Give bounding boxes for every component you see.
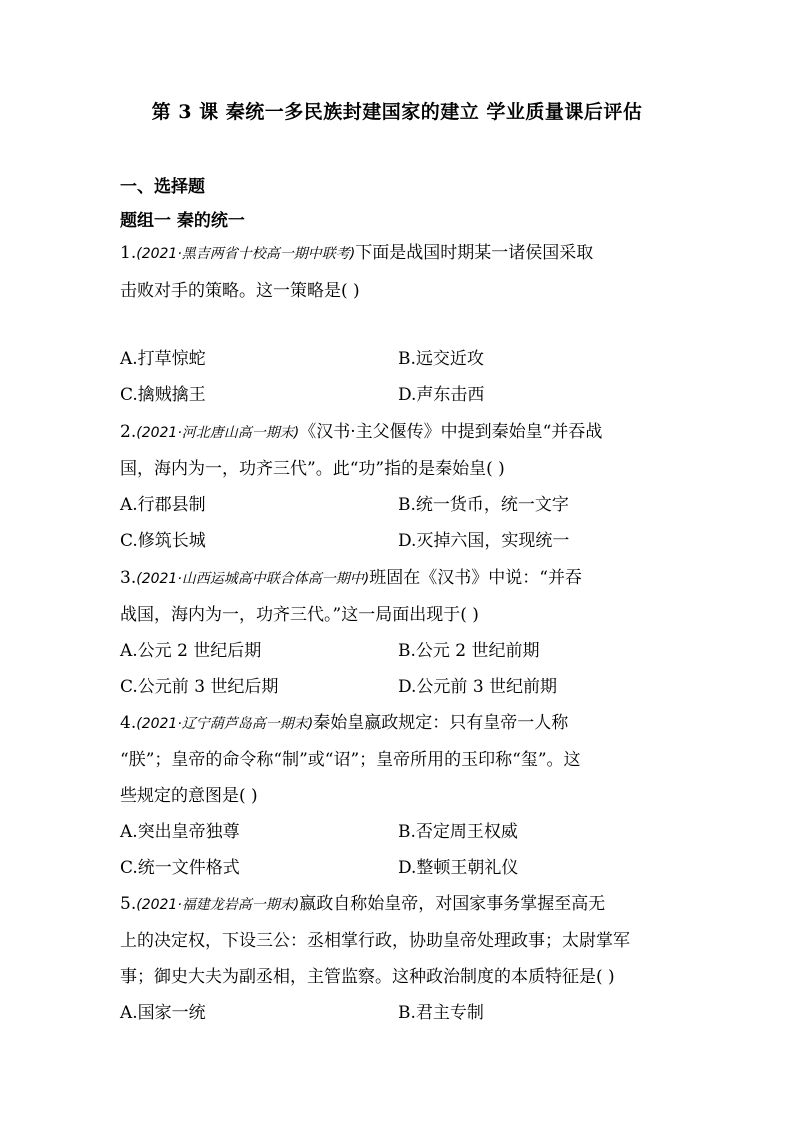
question-4-line-1 [120,713,680,734]
question-5-text: 嬴政自称始皇帝，对国家事务掌握至高无 [299,894,606,914]
question-3-number: 3. [120,568,137,588]
question-5-option-a: A.国家一统 [120,1003,206,1023]
question-3-line-2: 战国，海内为一，功齐三代。”这一局面出现于( ) [120,605,479,625]
question-3-text: 班固在《汉书》中说：“并吞 [369,568,582,588]
question-3-option-c: C.公元前 3 世纪后期 [120,677,279,697]
question-4-option-c: C.统一文件格式 [120,858,240,878]
question-4-option-d: D.整顿王朝礼仪 [398,858,519,878]
question-4-line-2: “朕”；皇帝的命令称“制”或“诏”；皇帝所用的玉印称“玺”。这 [120,750,581,770]
question-4-line-3: 些规定的意图是( ) [120,786,258,806]
question-5-number: 5. [120,894,137,914]
question-3-option-d: D.公元前 3 世纪前期 [398,677,558,697]
group-heading: 题组一 秦的统一 [120,211,245,231]
question-4-option-a: A.突出皇帝独尊 [120,822,240,842]
page-title: 第 3 课 秦统一多民族封建国家的建立 学业质量课后评估 [151,101,643,123]
question-1-source: (2021·黑吉两省十校高一期中联考) [136,246,356,262]
question-2-option-d: D.灭掉六国，实现统一 [398,531,570,551]
question-2-option-b: B.统一货币，统一文字 [398,495,569,515]
question-2-source: (2021·河北唐山高一期末) [136,425,300,441]
question-2-number: 2. [120,422,137,442]
question-3-line-1 [120,568,680,589]
question-4-source: (2021·辽宁葫芦岛高一期末) [136,716,314,732]
question-2-option-a: A.行郡县制 [120,495,206,515]
question-4-option-b: B.否定周王权威 [398,822,518,842]
question-4-number: 4. [120,713,137,733]
section-heading: 一、选择题 [120,177,205,197]
question-1-text: 下面是战国时期某一诸侯国采取 [355,243,594,263]
question-5-option-b: B.君主专制 [398,1003,484,1023]
question-5-line-2: 上的决定权，下设三公：丞相掌行政，协助皇帝处理政事；太尉掌军 [120,931,630,951]
question-2-line-1 [120,422,680,443]
question-2-text: 《汉书·主父偃传》中提到秦始皇“并吞战 [299,422,603,442]
question-5-line-1 [120,894,680,915]
question-5-source: (2021·福建龙岩高一期末) [136,897,300,913]
question-1-option-a: A.打草惊蛇 [120,349,206,369]
question-3-option-a: A.公元 2 世纪后期 [120,641,262,661]
question-1-option-b: B.远交近攻 [398,349,484,369]
question-3-option-b: B.公元 2 世纪前期 [398,641,540,661]
question-1-option-c: C.擒贼擒王 [120,385,206,405]
question-1-line-1 [120,243,680,264]
question-1-option-d: D.声东击西 [398,385,485,405]
question-5-line-3: 事；御史大夫为副丞相，主管监察。这种政治制度的本质特征是( ) [120,967,615,987]
question-4-text: 秦始皇嬴政规定：只有皇帝一人称 [313,713,569,733]
question-2-line-2: 国，海内为一，功齐三代”。此“功”指的是秦始皇( ) [120,459,505,479]
question-1-line-2: 击败对手的策略。这一策略是( ) [120,281,360,301]
question-2-option-c: C.修筑长城 [120,531,206,551]
question-1-number: 1. [120,243,137,263]
question-3-source: (2021·山西运城高中联合体高一期中) [136,571,370,587]
